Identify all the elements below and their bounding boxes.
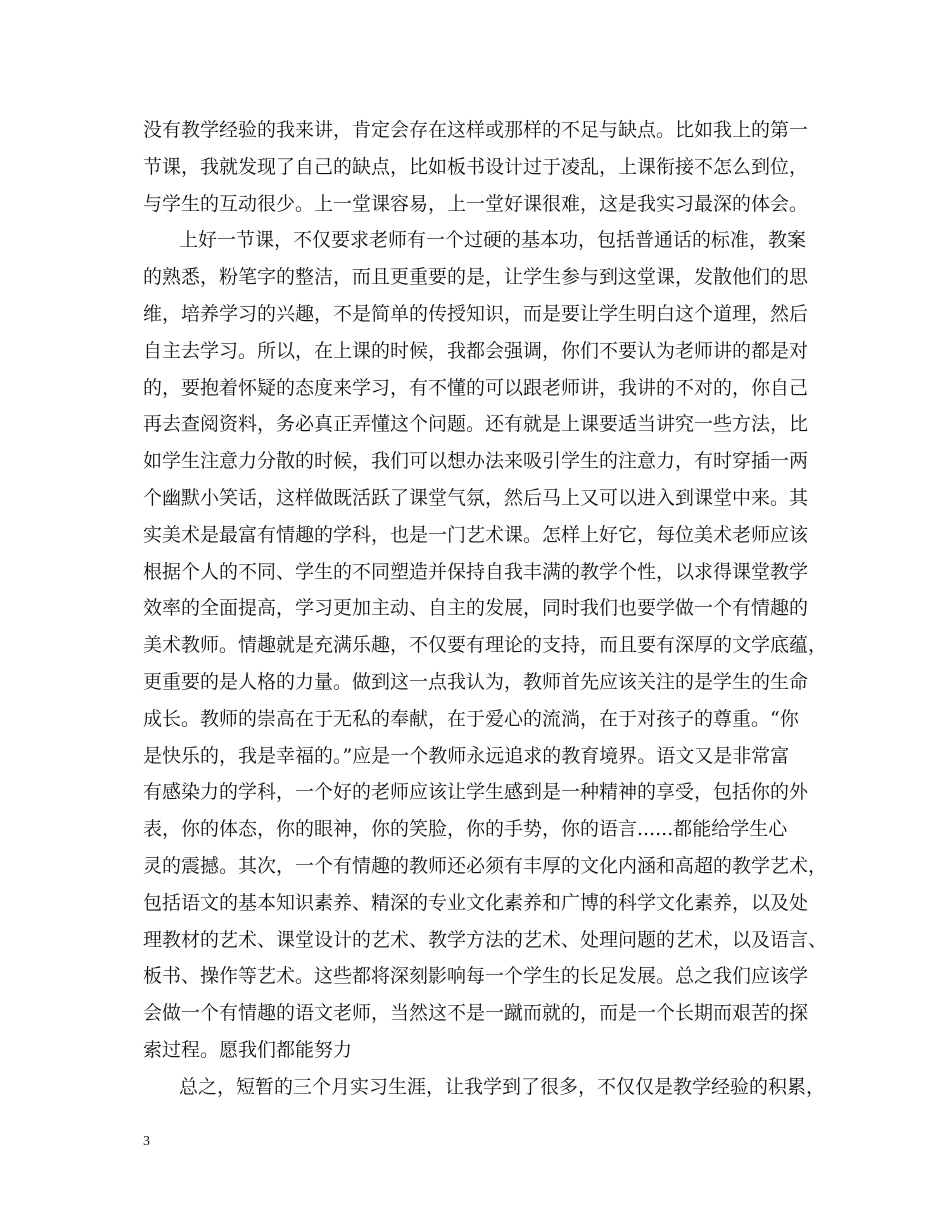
text-line: 节课，我就发现了自己的缺点，比如板书设计过于凌乱，上课衔接不怎么到位， (143, 155, 809, 178)
text-line: 自主去学习。所以，在上课的时候，我都会强调，你们不要认为老师讲的都是对 (143, 339, 809, 362)
text-line: 如学生注意力分散的时候，我们可以想办法来吸引学生的注意力，有时穿插一两 (143, 450, 809, 473)
text-line: 与学生的互动很少。上一堂课容易，上一堂好课很难，这是我实习最深的体会。 (143, 192, 809, 215)
text-line: 灵的震撼。其次，一个有情趣的教师还必须有丰厚的文化内涵和高超的教学艺术， (143, 854, 828, 877)
text-line: 包括语文的基本知识素养、精深的专业文化素养和广博的科学文化素养，以及处 (143, 891, 809, 914)
text-line: 表，你的体态，你的眼神，你的笑脸，你的手势，你的语言......都能给学生心 (143, 818, 788, 841)
text-line: 个幽默小笑话，这样做既活跃了课堂气氛，然后马上又可以进入到课堂中来。其 (143, 486, 809, 509)
text-line: 总之，短暂的三个月实习生涯，让我学到了很多，不仅仅是教学经验的积累， (179, 1075, 826, 1098)
text-line: 是快乐的，我是幸福的。”应是一个教师永远追求的教育境界。语文又是非常富 (143, 744, 790, 767)
text-line: 的，要抱着怀疑的态度来学习，有不懂的可以跟老师讲，我讲的不对的，你自己 (143, 376, 809, 399)
text-line: 更重要的是人格的力量。做到这一点我认为，教师首先应该关注的是学生的生命 (143, 670, 809, 693)
text-line: 维，培养学习的兴趣，不是简单的传授知识，而是要让学生明白这个道理，然后 (143, 302, 809, 325)
text-line: 根据个人的不同、学生的不同塑造并保持自我丰满的教学个性，以求得课堂教学 (143, 560, 809, 583)
body-text (143, 112, 833, 1106)
text-line: 再去查阅资料，务必真正弄懂这个问题。还有就是上课要适当讲究一些方法，比 (143, 413, 809, 436)
text-line: 实美术是最富有情趣的学科，也是一门艺术课。怎样上好它，每位美术老师应该 (143, 523, 809, 546)
text-line: 索过程。愿我们都能努力 (143, 1038, 353, 1061)
text-line: 成长。教师的崇高在于无私的奉献，在于爱心的流淌，在于对孩子的尊重。“你 (143, 707, 799, 730)
text-line: 的熟悉，粉笔字的整洁，而且更重要的是，让学生参与到这堂课，发散他们的思 (143, 266, 809, 289)
text-line: 美术教师。情趣就是充满乐趣，不仅要有理论的支持，而且要有深厚的文学底蕴， (143, 634, 828, 657)
text-line: 会做一个有情趣的语文老师，当然这不是一蹴而就的，而是一个长期而艰苦的探 (143, 1002, 809, 1025)
text-line: 板书、操作等艺术。这些都将深刻影响每一个学生的长足发展。总之我们应该学 (143, 965, 809, 988)
text-line: 没有教学经验的我来讲，肯定会存在这样或那样的不足与缺点。比如我上的第一 (143, 119, 809, 141)
text-line: 效率的全面提高，学习更加主动、自主的发展，同时我们也要学做一个有情趣的 (143, 597, 809, 620)
text-line: 上好一节课，不仅要求老师有一个过硬的基本功，包括普通话的标准，教案 (179, 229, 807, 252)
text-line: 理教材的艺术、课堂设计的艺术、教学方法的艺术、处理问题的艺术，以及语言、 (143, 928, 828, 951)
text-line: 有感染力的学科，一个好的老师应该让学生感到是一种精神的享受，包括你的外 (143, 781, 809, 804)
page-number: 3 (143, 1134, 150, 1149)
